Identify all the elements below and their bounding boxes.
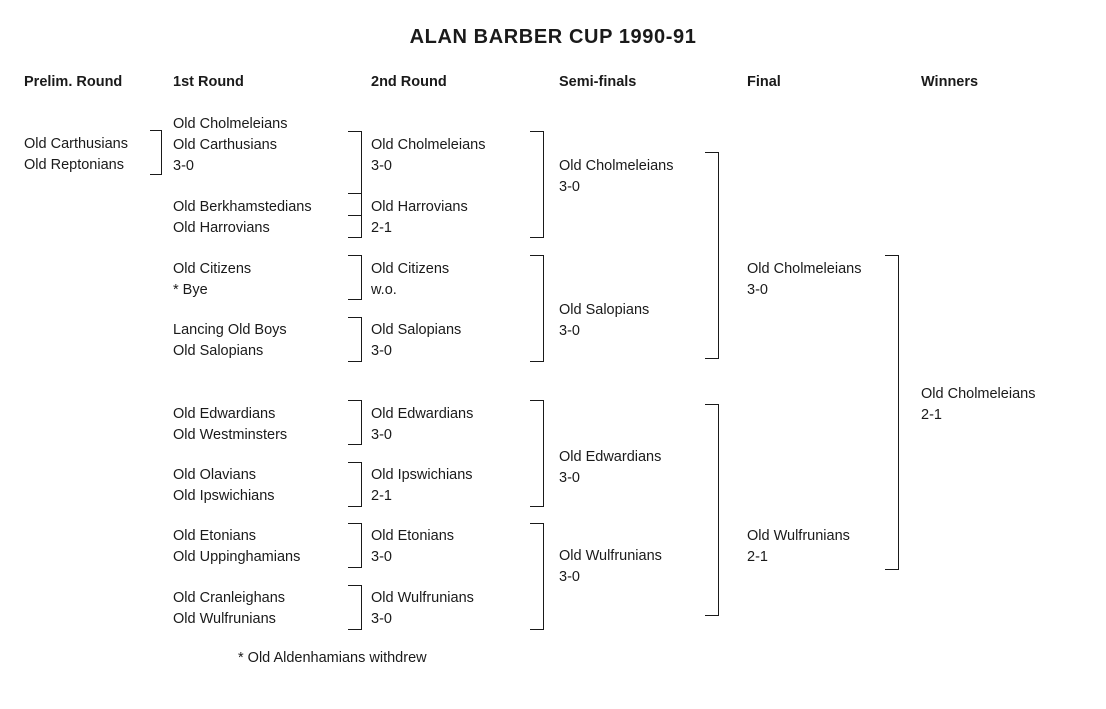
sf-match-1-line-0: Old Cholmeleians [559,158,674,174]
connector-prelim-1 [150,130,162,175]
r1-match-3-line-0: Old Citizens [173,261,252,277]
r1-match-3 [173,259,251,301]
connector-r2-3 [530,400,544,507]
sf-match-1 [559,156,673,198]
r1-match-6 [173,465,275,507]
r2-match-7-line-0: Old Etonians [371,528,455,544]
r2-match-8-line-1: 3-0 [371,611,392,627]
sf-match-3-line-1: 3-0 [559,470,580,486]
sf-match-2 [559,300,649,342]
r1-match-2-line-1: Old Harrovians [173,220,270,236]
r1-match-1-line-1: Old Carthusians [173,137,277,153]
r1-match-4-line-1: Old Salopians [173,343,264,359]
sf-match-3 [559,447,661,489]
r1-match-4 [173,320,287,362]
r2-match-6-line-0: Old Ipswichians [371,467,473,483]
r1-match-7-line-1: Old Uppinghamians [173,549,301,565]
connector-sf-1 [705,152,719,359]
connector-r1-6 [348,462,362,507]
connector-sf-2 [705,404,719,616]
r1-match-5-line-1: Old Westminsters [173,427,288,443]
r2-match-5-line-0: Old Edwardians [371,406,474,422]
r2-match-3 [371,259,449,301]
connector-r1-4 [348,317,362,362]
final-entry-2-line-1: 2-1 [747,549,768,565]
page-title: ALAN BARBER CUP 1990-91 [409,26,697,48]
r1-match-1 [173,114,287,177]
r2-match-2-line-1: 2-1 [371,220,392,236]
r1-match-8-line-0: Old Cranleighans [173,590,286,606]
r1-match-5-line-0: Old Edwardians [173,406,276,422]
column-header-0: Prelim. Round [24,74,123,90]
final-entry-2 [747,526,850,568]
r2-match-7-line-1: 3-0 [371,549,392,565]
r2-match-8-line-0: Old Wulfrunians [371,590,474,606]
r1-match-6-line-0: Old Olavians [173,467,257,483]
winner-entry-line-0: Old Cholmeleians [921,386,1036,402]
r2-match-1 [371,135,485,177]
r2-match-1-line-1: 3-0 [371,158,392,174]
sf-match-1-line-1: 3-0 [559,179,580,195]
r1-match-7-line-0: Old Etonians [173,528,257,544]
column-header-4: Final [747,74,781,90]
winner-entry-line-1: 2-1 [921,407,942,423]
final-entry-1 [747,259,861,301]
footnote: * Old Aldenhamians withdrew [238,650,427,666]
r2-match-5 [371,404,473,446]
sf-match-3-line-0: Old Edwardians [559,449,662,465]
sf-match-2-line-1: 3-0 [559,323,580,339]
column-header-1: 1st Round [173,74,244,90]
sf-match-2-line-0: Old Salopians [559,302,650,318]
prelim-1-line-0: Old Carthusians [24,136,128,152]
connector-r2-1 [530,131,544,238]
connector-r1-2 [348,193,362,238]
r2-match-4-line-1: 3-0 [371,343,392,359]
connector-r1-8 [348,585,362,630]
column-header-3: Semi-finals [559,74,637,90]
connector-r1-5 [348,400,362,445]
r1-match-7 [173,526,300,568]
column-header-5: Winners [921,74,979,90]
r1-match-1-line-2: 3-0 [173,158,194,174]
r2-match-7 [371,526,454,568]
connector-r1-7 [348,523,362,568]
final-entry-1-line-1: 3-0 [747,282,768,298]
r2-match-6 [371,465,473,507]
r2-match-3-line-0: Old Citizens [371,261,450,277]
sf-match-4-line-0: Old Wulfrunians [559,548,662,564]
connector-final-1 [885,255,899,570]
r1-match-8 [173,588,285,630]
r1-match-5 [173,404,287,446]
connector-r2-2 [530,255,544,362]
r2-match-2-line-0: Old Harrovians [371,199,468,215]
r1-match-8-line-1: Old Wulfrunians [173,611,276,627]
r2-match-8 [371,588,474,630]
r2-match-1-line-0: Old Cholmeleians [371,137,486,153]
r2-match-5-line-1: 3-0 [371,427,392,443]
r1-match-4-line-0: Lancing Old Boys [173,322,287,338]
prelim-1-line-1: Old Reptonians [24,157,124,173]
final-entry-1-line-0: Old Cholmeleians [747,261,862,277]
connector-r1-3 [348,255,362,300]
r2-match-3-line-1: w.o. [371,282,397,298]
column-header-2: 2nd Round [371,74,447,90]
sf-match-4-line-1: 3-0 [559,569,580,585]
connector-r2-4 [530,523,544,630]
sf-match-4 [559,546,662,588]
r1-match-6-line-1: Old Ipswichians [173,488,275,504]
r2-match-2 [371,197,468,239]
r1-match-1-line-0: Old Cholmeleians [173,116,288,132]
r1-match-3-line-1: * Bye [173,282,208,298]
r2-match-6-line-1: 2-1 [371,488,392,504]
prelim-1 [24,134,128,176]
winner-entry [921,384,1035,426]
final-entry-2-line-0: Old Wulfrunians [747,528,850,544]
r2-match-4 [371,320,461,362]
r1-match-2-line-0: Old Berkhamstedians [173,199,312,215]
r1-match-2 [173,197,312,239]
r2-match-4-line-0: Old Salopians [371,322,462,338]
